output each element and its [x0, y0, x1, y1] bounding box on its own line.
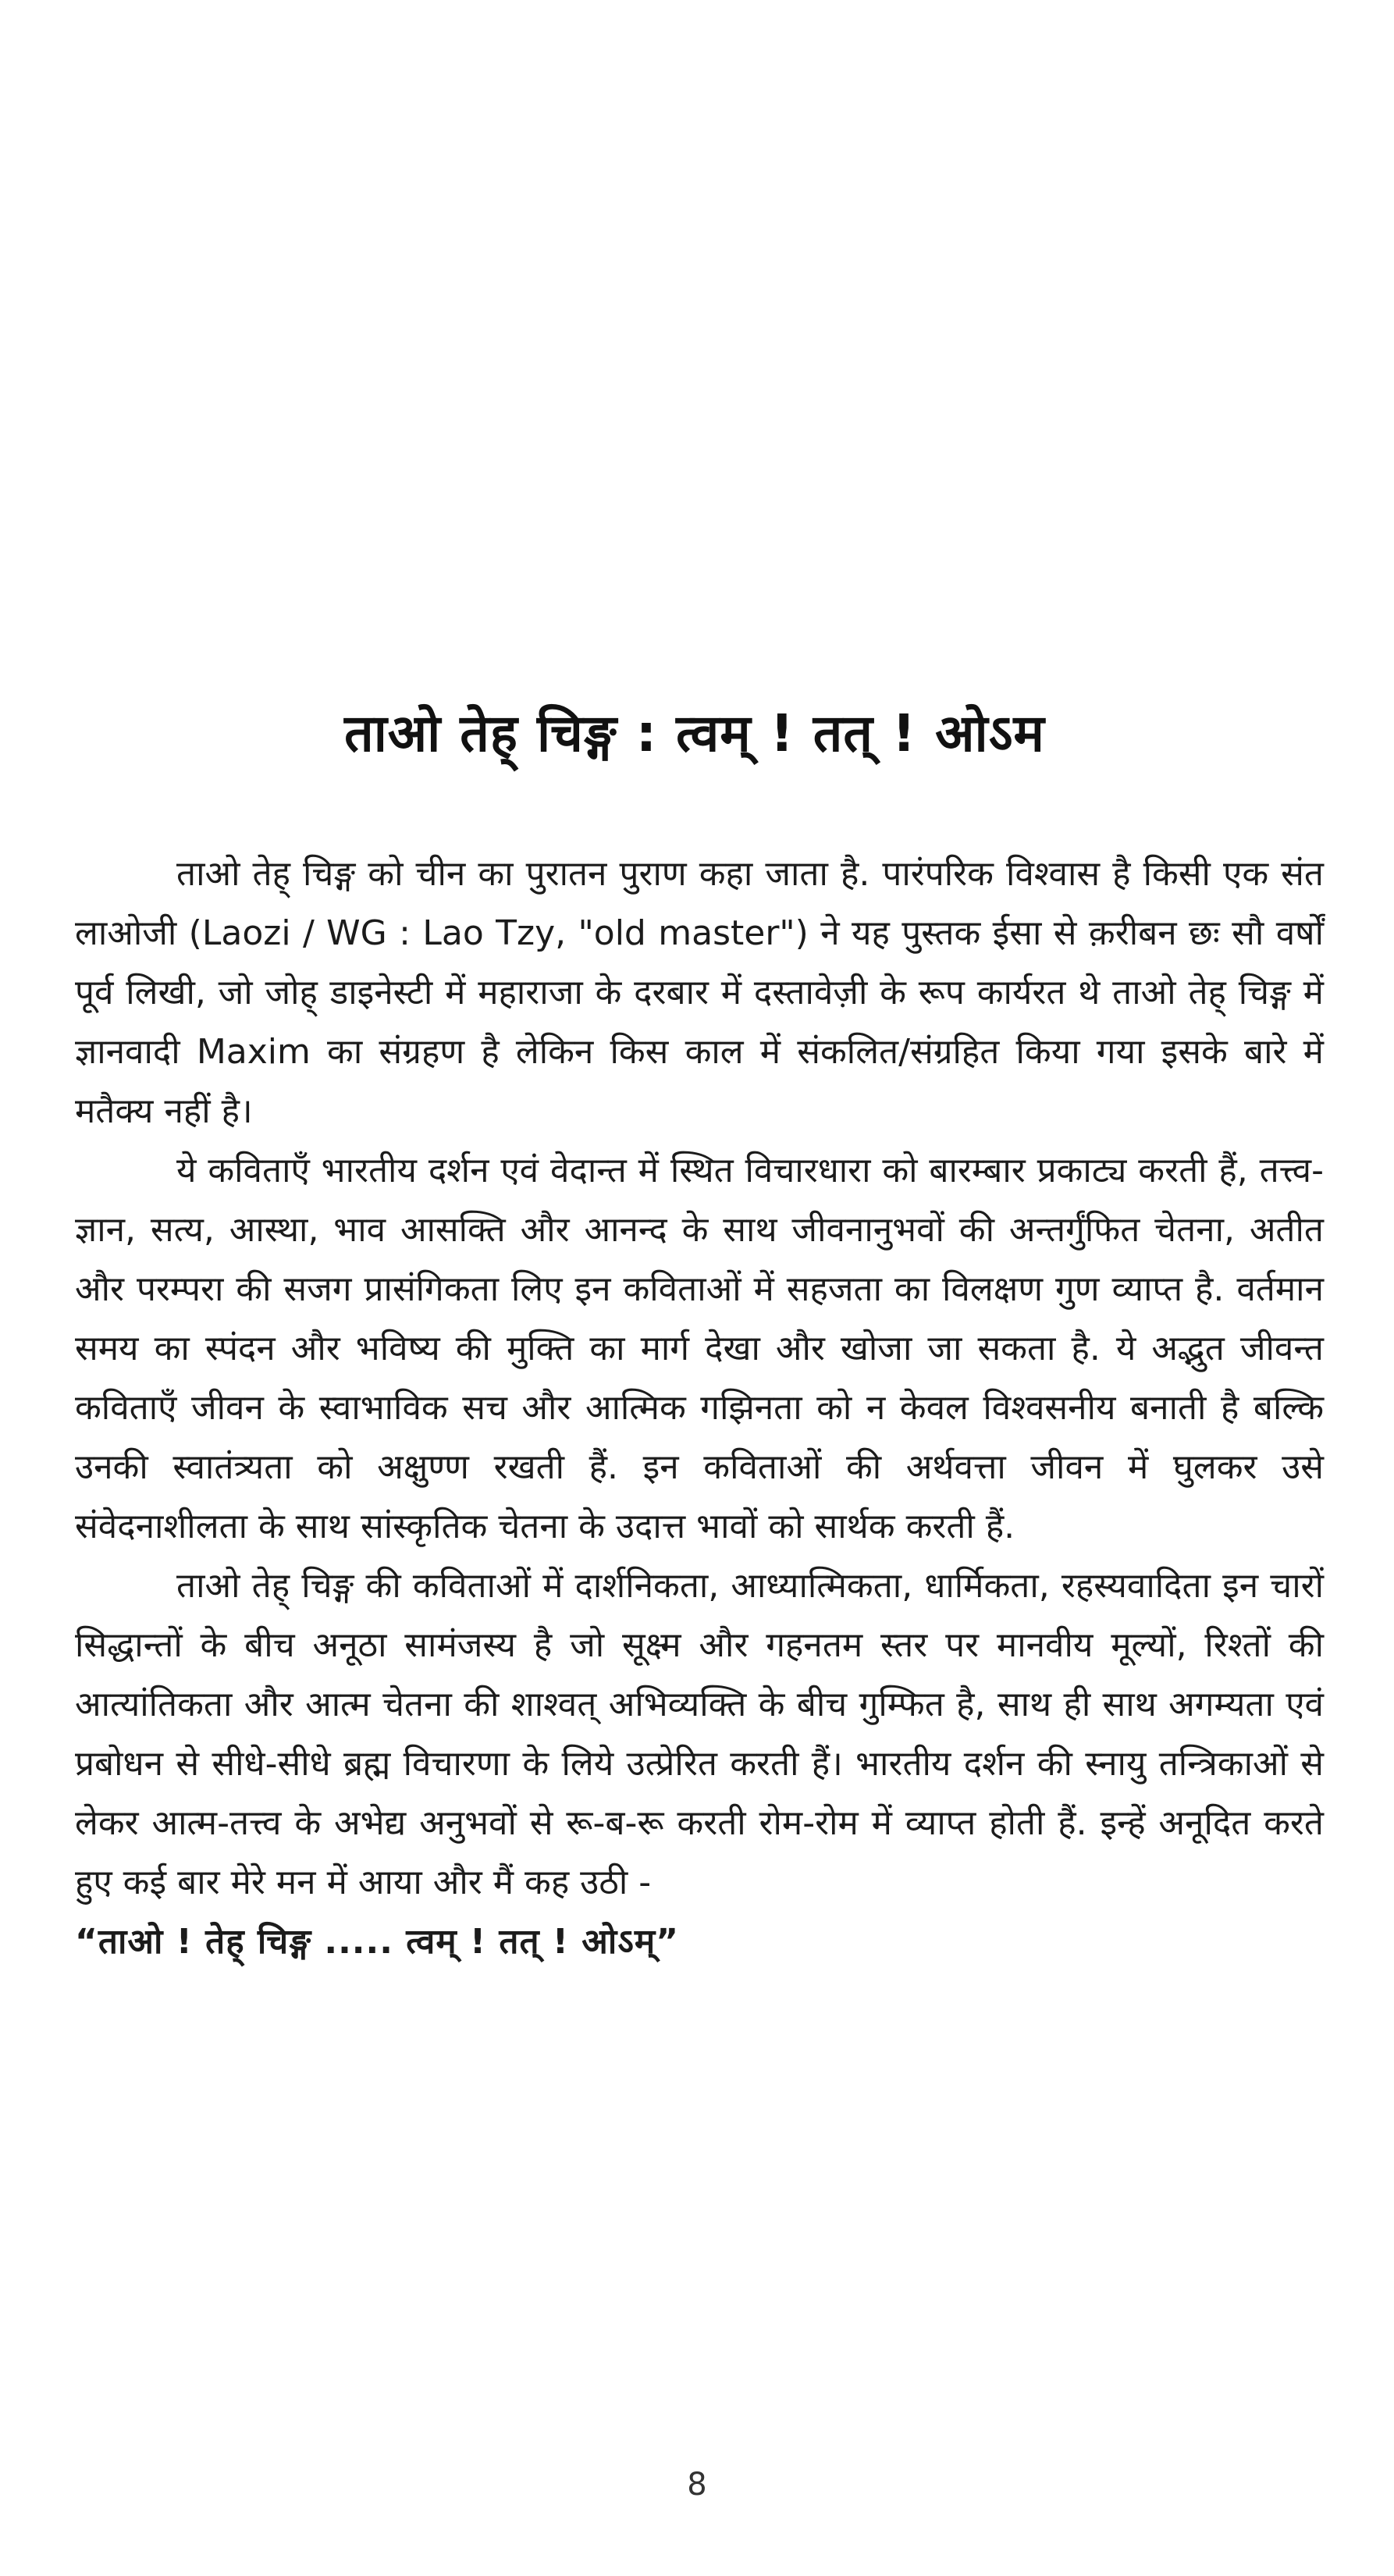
paragraph-intro: ताओ तेह् चिङ्ग को चीन का पुरातन पुराण कहा जाता है. पारंपरिक विश्वास है किसी एक संत लाओजी (Laozi / WG : Lao Tzy, "old master") ने यह पुस्तक ईसा से क़रीबन छः सौ वर्षों पूर्व लिखी, जो जोह् डाइनेस्टी में महाराजा के दरबार में दस्तावेज़ी के रूप कार्यरत थे ताओ तेह् चिङ्ग में ज्ञानवादी Maxim का संग्रहण है लेकिन किस काल में संकलित/संग्रहित किया गया इसके बारे में मतैक्य नहीं है।: [75, 854, 1324, 1131]
page-number: 8: [687, 2467, 707, 2503]
chapter-title: ताओ तेह् चिङ्ग : त्वम् ! तत् ! ओऽम: [344, 703, 1045, 763]
paragraph-poems: ये कविताएँ भारतीय दर्शन एवं वेदान्त में स्थित विचारधारा को बारम्बार प्रकाट्य करती हैं, तत्त्व-ज्ञान, सत्य, आस्था, भाव आसक्ति और आनन्द के साथ जीवनानुभवों की अन्तर्गुंफित चेतना, अतीत और परम्परा की सजग प्रासंगिकता लिए इन कविताओं में सहजता का विलक्षण गुण व्याप्त है. वर्तमान समय का स्पंदन और भविष्य की मुक्ति का मार्ग देखा और खोजा जा सकता है. ये अद्भुत जीवन्त कविताएँ जीवन के स्वाभाविक सच और आत्मिक गझिनता को न केवल विश्वसनीय बनाती है बल्कि उनकी स्वातंत्र्यता को अक्षुण्ण रखती हैं. इन कविताओं की अर्थवत्ता जीवन में घुलकर उसे संवेदनाशीलता के साथ सांस्कृतिक चेतना के उदात्त भावों को सार्थक करती हैं.: [75, 1151, 1324, 1546]
body-text: [75, 845, 1324, 1972]
closing-quote: “ताओ ! तेह् चिङ्ग ..... त्वम् ! तत् ! ओऽम्”: [75, 1922, 680, 1962]
paragraph-philosophy: ताओ तेह् चिङ्ग की कविताओं में दार्शनिकता, आध्यात्मिकता, धार्मिकता, रहस्यवादिता इन चारों सिद्धान्तों के बीच अनूठा सामंजस्य है जो सूक्ष्म और गहनतम स्तर पर मानवीय मूल्यों, रिश्तों की आत्यांतिकता और आत्म चेतना की शाश्वत् अभिव्यक्ति के बीच गुम्फित है, साथ ही साथ अगम्यता एवं प्रबोधन से सीधे-सीधे ब्रह्म विचारणा के लिये उत्प्रेरित करती हैं। भारतीय दर्शन की स्नायु तन्त्रिकाओं से लेकर आत्म-तत्त्व के अभेद्य अनुभवों से रू-ब-रू करती रोम-रोम में व्याप्त होती हैं. इन्हें अनूदित करते हुए कई बार मेरे मन में आया और मैं कह उठी -: [75, 1566, 1324, 1902]
